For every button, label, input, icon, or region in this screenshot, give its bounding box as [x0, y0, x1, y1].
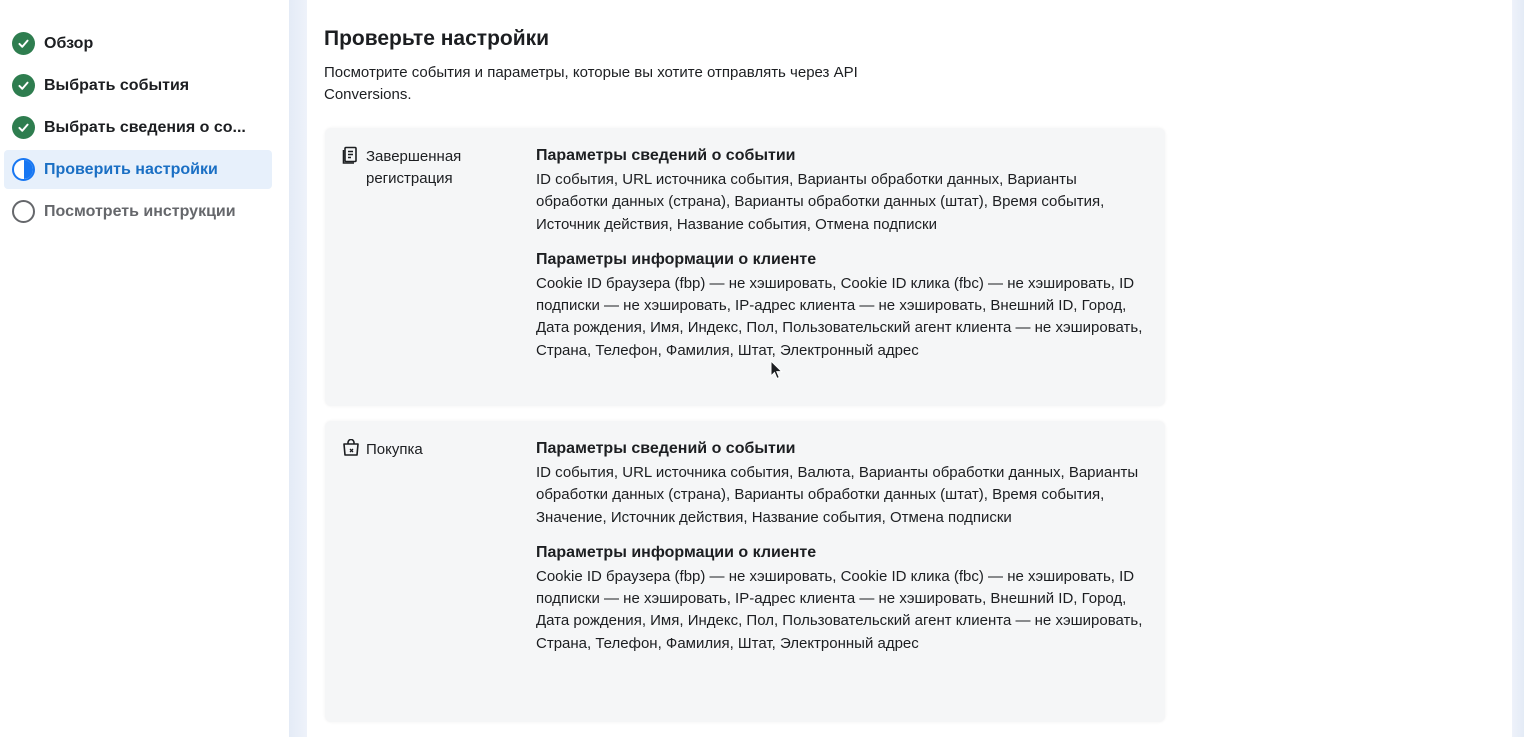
group-text: Cookie ID браузера (fbp) — не хэшировать, Cookie ID клика (fbc) — не хэшировать, ID подписки — не хэшировать, IP-адрес клиента — не хэшировать, Внешний ID, Город, Дата рождения, Имя, Индекс, Пол, Пользовательский агент клиента — не хэшировать, Страна, Телефон, Фамилия, Штат, Электронный адрес [536, 274, 1143, 359]
event-name: Покупка [366, 441, 423, 458]
review-panel [307, 0, 1512, 737]
step-label: Проверить настройки [44, 160, 218, 178]
page-title: Проверьте настройки [324, 27, 550, 50]
group-title: Параметры информации о клиенте [536, 543, 817, 561]
event-header [342, 146, 517, 190]
event-info-group [536, 438, 1146, 529]
step-label: Обзор [44, 34, 94, 52]
step-view-instructions[interactable] [4, 192, 272, 231]
event-params [536, 438, 1146, 655]
customer-info-group [536, 249, 1146, 362]
step-overview[interactable] [4, 24, 272, 63]
check-circle-icon [12, 116, 35, 139]
check-circle-icon [12, 32, 35, 55]
customer-info-group [536, 542, 1146, 655]
check-circle-icon [12, 74, 35, 97]
step-label: Посмотреть инструкции [44, 202, 236, 220]
event-info-group [536, 145, 1146, 236]
empty-circle-icon [12, 200, 35, 223]
registration-icon [342, 146, 360, 164]
group-text: ID события, URL источника события, Варианты обработки данных, Варианты обработки данных (страна), Варианты обработки данных (штат), Время события, Источник действия, Название события, Отмена подписки [536, 171, 1105, 233]
step-choose-event-info[interactable] [4, 108, 272, 147]
group-text: Cookie ID браузера (fbp) — не хэшировать, Cookie ID клика (fbc) — не хэшировать, ID подписки — не хэшировать, IP-адрес клиента — не хэшировать, Внешний ID, Город, Дата рождения, Имя, Индекс, Пол, Пользовательский агент клиента — не хэшировать, Страна, Телефон, Фамилия, Штат, Электронный адрес [536, 567, 1143, 652]
step-choose-events[interactable] [4, 66, 272, 105]
purchase-icon [342, 439, 360, 457]
step-label: Выбрать сведения о со... [44, 118, 246, 136]
mouse-pointer-icon [770, 360, 784, 380]
group-text: ID события, URL источника события, Валюта, Варианты обработки данных, Варианты обработки данных (страна), Варианты обработки данных (штат), Время события, Значение, Источник действия, Название события, Отмена подписки [536, 464, 1139, 526]
page-subtitle: Посмотрите события и параметры, которые вы хотите отправлять через API Conversions. [324, 64, 858, 103]
left-divider [289, 0, 307, 737]
steps-list [4, 24, 272, 234]
event-header [342, 439, 517, 461]
event-params [536, 145, 1146, 362]
event-card [325, 421, 1165, 722]
event-card [325, 128, 1165, 406]
steps-sidebar [0, 0, 289, 737]
half-circle-icon [12, 158, 35, 181]
step-review-settings[interactable] [4, 150, 272, 189]
right-divider [1512, 0, 1524, 737]
group-title: Параметры сведений о событии [536, 440, 796, 457]
group-title: Параметры информации о клиенте [536, 250, 817, 268]
event-name: Завершенная регистрация [366, 148, 462, 187]
step-label: Выбрать события [44, 76, 190, 94]
group-title: Параметры сведений о событии [536, 147, 796, 164]
